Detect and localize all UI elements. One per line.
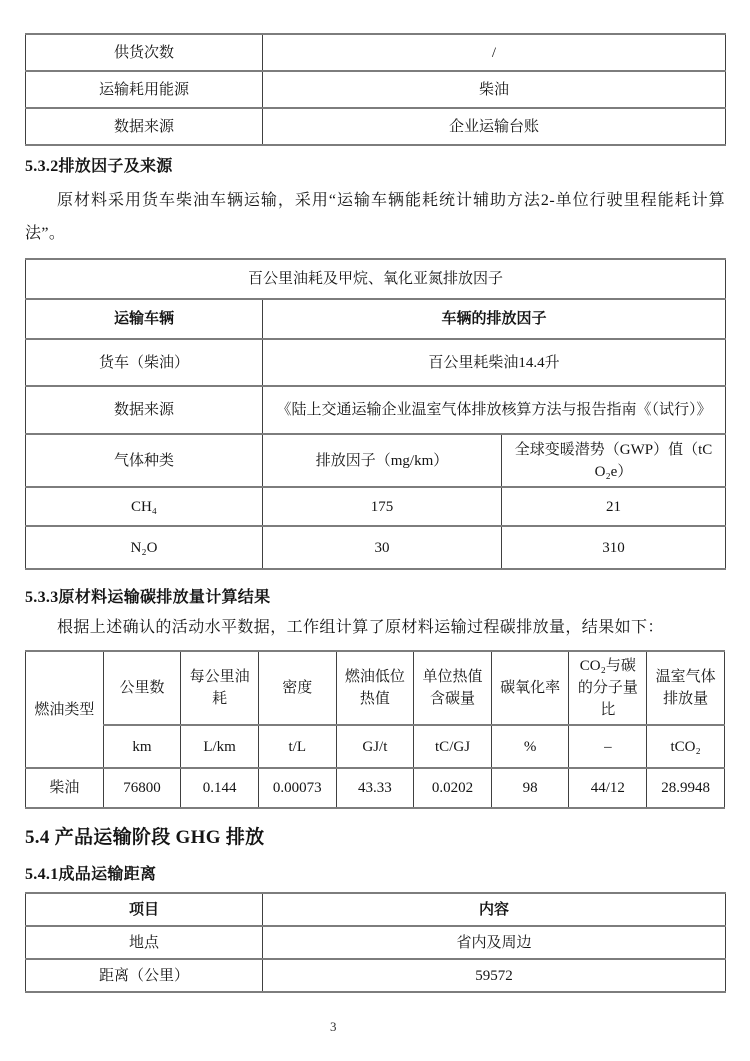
- row-label: 数据来源: [26, 108, 263, 145]
- row-label: 运输耗用能源: [26, 71, 263, 108]
- header-cell: 项目: [26, 893, 263, 926]
- unit-cell: tCO₂: [647, 725, 725, 768]
- header-cell: 单位热值含碳量: [414, 651, 492, 725]
- row-label: 地点: [26, 926, 263, 959]
- header-cell: 公里数: [103, 651, 181, 725]
- row-value: 百公里耗柴油14.4升: [263, 339, 726, 386]
- table-row: [26, 339, 726, 386]
- row-value: 柴油: [263, 71, 726, 108]
- calc-result-table: [25, 650, 725, 809]
- header-cell: 燃油类型: [26, 651, 104, 768]
- row-value: 《陆上交通运输企业温室气体排放核算方法与报告指南《（试行）》: [263, 386, 726, 434]
- table-header-row: [26, 893, 726, 926]
- data-cell: 98: [491, 768, 569, 808]
- header-cell: 气体种类: [26, 434, 263, 487]
- header-cell: 密度: [258, 651, 336, 725]
- data-cell: 28.9948: [647, 768, 725, 808]
- header-cell: 全球变暖潜势（GWP）值（tCO₂e）: [502, 434, 726, 487]
- unit-cell: L/km: [181, 725, 259, 768]
- header-cell: 每公里油耗: [181, 651, 259, 725]
- row-label: 数据来源: [26, 386, 263, 434]
- supply-info-table: [25, 33, 726, 146]
- row-value: /: [263, 34, 726, 71]
- table-row: [26, 108, 726, 145]
- calc-data-row: [26, 768, 725, 808]
- table-row: [26, 926, 726, 959]
- section-heading-532: 5.3.2排放因子及来源: [25, 158, 173, 175]
- gas-header-row: [26, 434, 726, 487]
- data-cell: 43.33: [336, 768, 414, 808]
- unit-cell: km: [103, 725, 181, 768]
- header-cell: 排放因子（mg/km）: [263, 434, 502, 487]
- section-heading-54: 5.4 产品运输阶段 GHG 排放: [25, 827, 265, 848]
- unit-cell: –: [569, 725, 647, 768]
- table-title: 百公里油耗及甲烷、氧化亚氮排放因子: [26, 259, 726, 299]
- header-cell: 燃油低位热值: [336, 651, 414, 725]
- row-value: 省内及周边: [263, 926, 726, 959]
- distance-table: [25, 892, 726, 993]
- header-cell: 运输车辆: [26, 299, 263, 339]
- section-heading-541: 5.4.1成品运输距离: [25, 866, 157, 883]
- row-value: 企业运输台账: [263, 108, 726, 145]
- gas-name: N₂O: [26, 526, 263, 569]
- gas-row: [26, 487, 726, 526]
- row-label: 货车（柴油）: [26, 339, 263, 386]
- gas-factor: 175: [263, 487, 502, 526]
- table-row: [26, 386, 726, 434]
- calc-units-row: [26, 725, 725, 768]
- gas-gwp: 310: [502, 526, 726, 569]
- table-row: [26, 71, 726, 108]
- unit-cell: tC/GJ: [414, 725, 492, 768]
- section-heading-533: 5.3.3原材料运输碳排放量计算结果: [25, 589, 271, 606]
- header-cell: 温室气体排放量: [647, 651, 725, 725]
- gas-factor: 30: [263, 526, 502, 569]
- data-cell: 柴油: [26, 768, 104, 808]
- gas-name: CH₄: [26, 487, 263, 526]
- unit-cell: GJ/t: [336, 725, 414, 768]
- header-cell: 碳氧化率: [491, 651, 569, 725]
- data-cell: 0.0202: [414, 768, 492, 808]
- data-cell: 0.00073: [258, 768, 336, 808]
- page-number: 3: [330, 1019, 337, 1034]
- gas-row: [26, 526, 726, 569]
- table-row: [26, 34, 726, 71]
- header-cell: CO₂与碳的分子量比: [569, 651, 647, 725]
- row-label: 距离（公里）: [26, 959, 263, 992]
- table-title-row: [26, 259, 726, 299]
- paragraph-532: 原材料采用货车柴油车辆运输，采用“运输车辆能耗统计辅助方法2-单位行驶里程能耗计算法”。: [25, 192, 725, 242]
- unit-cell: t/L: [258, 725, 336, 768]
- data-cell: 0.144: [181, 768, 259, 808]
- header-cell: 内容: [263, 893, 726, 926]
- calc-header-row: [26, 651, 725, 725]
- data-cell: 76800: [103, 768, 181, 808]
- header-cell: 车辆的排放因子: [263, 299, 726, 339]
- data-cell: 44/12: [569, 768, 647, 808]
- table-header-row: [26, 299, 726, 339]
- paragraph-533: 根据上述确认的活动水平数据，工作组计算了原材料运输过程碳排放量，结果如下：: [57, 619, 664, 636]
- table-row: [26, 959, 726, 992]
- emission-factor-table: [25, 258, 726, 570]
- gas-gwp: 21: [502, 487, 726, 526]
- row-value: 59572: [263, 959, 726, 992]
- row-label: 供货次数: [26, 34, 263, 71]
- unit-cell: %: [491, 725, 569, 768]
